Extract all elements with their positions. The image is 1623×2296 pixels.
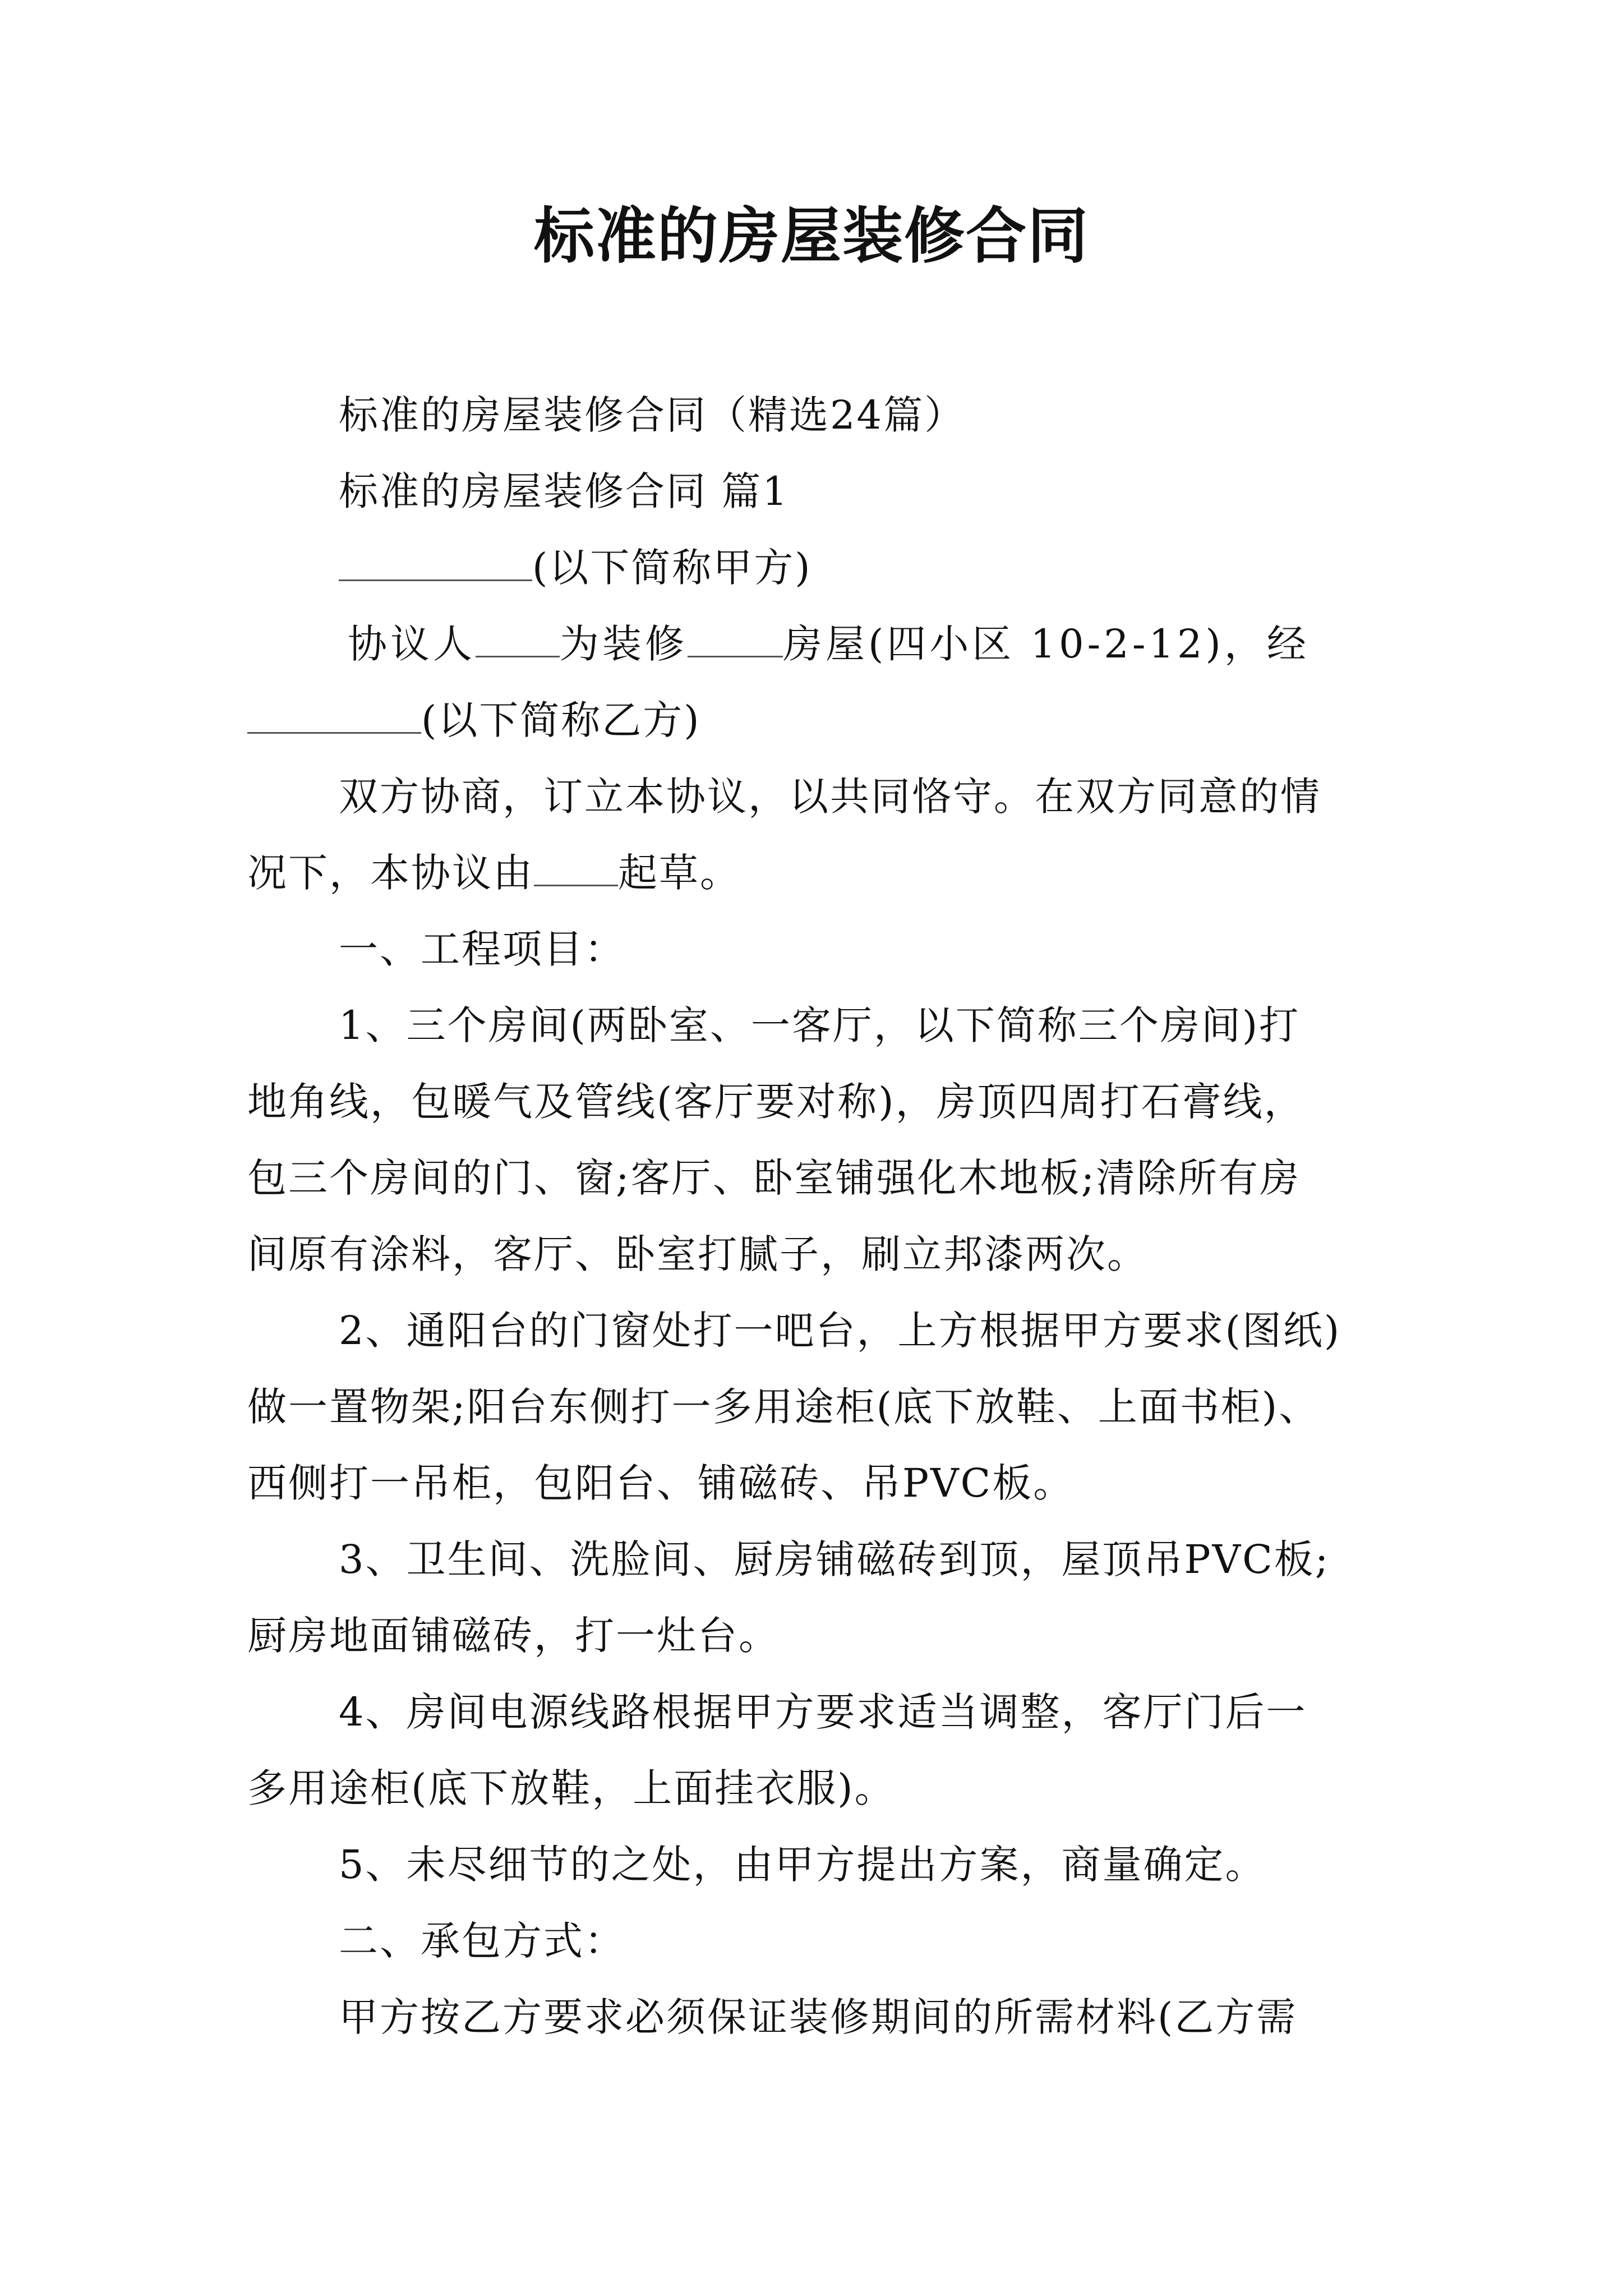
item-5-line: 5、未尽细节的之处，由甲方提出方案，商量确定。 [339,1842,1266,1888]
item-3-line: 3、卫生间、洗脸间、厨房铺磁砖到顶，屋顶吊PVC板; [339,1536,1330,1582]
section-2-heading: 二、承包方式： [339,1918,625,1964]
blank-drafter [534,851,618,886]
party-b-suffix: (以下简称乙方) [421,697,701,743]
blank-party-b [247,698,421,734]
item-2-line: 2、通阳台的门窗处打一吧台，上方根据甲方要求(图纸) [339,1308,1341,1354]
agreement-line [348,616,1310,672]
agreement-prefix: 协议人 [348,621,476,667]
section-1-heading: 一、工程项目： [339,926,625,972]
item-3-line: 厨房地面铺磁砖，打一灶台。 [247,1613,780,1659]
blank-location [688,622,783,657]
section-2-line: 甲方按乙方要求必须保证装修期间的所需材料(乙方需 [339,1994,1298,2040]
chapter-heading: 标准的房屋装修合同 篇1 [339,468,789,514]
party-a-suffix: (以下简称甲方) [532,545,812,591]
item-1-line: 间原有涂料，客厅、卧室打腻子，刷立邦漆两次。 [247,1231,1148,1277]
party-b-line [247,692,701,748]
agreement-mid1: 为装修 [560,621,688,667]
item-2-line: 做一置物架;阳台东侧打一多用途柜(底下放鞋、上面书柜)、 [247,1384,1320,1430]
item-4-line: 多用途柜(底下放鞋，上面挂衣服)。 [247,1765,896,1811]
item-2-line: 西侧打一吊柜，包阳台、铺磁砖、吊PVC板。 [247,1460,1075,1506]
item-4-line: 4、房间电源线路根据甲方要求适当调整，客厅门后一 [339,1689,1307,1735]
consult-line-2 [247,845,741,901]
document-title: 标准的房屋装修合同 [533,201,1089,272]
item-1-line: 1、三个房间(两卧室、一客厅，以下简称三个房间)打 [339,1002,1301,1048]
agreement-mid2: 房屋(四小区 10-2-12)，经 [783,621,1310,667]
blank-party-a [339,546,532,581]
item-1-line: 地角线，包暖气及管线(客厅要对称)，房顶四周打石膏线， [247,1079,1305,1125]
consult-suffix: 起草。 [618,850,741,896]
consult-line-1: 双方协商，订立本协议，以共同恪守。在双方同意的情 [339,774,1321,820]
subtitle: 标准的房屋装修合同（精选24篇） [339,392,966,438]
item-1-line: 包三个房间的门、窗;客厅、卧室铺强化木地板;清除所有房 [247,1155,1301,1201]
blank-signatory [476,622,560,657]
party-a-line [339,540,812,596]
consult-prefix: 况下，本协议由 [247,850,534,896]
